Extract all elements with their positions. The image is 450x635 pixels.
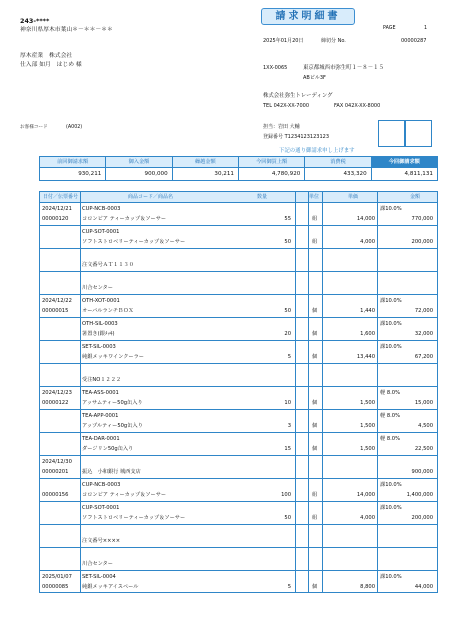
row-product-name: オーバルランチＢＯＸ — [82, 308, 134, 314]
document-title: 請求明細書 — [261, 8, 355, 25]
row-divider — [40, 271, 437, 272]
row-divider — [40, 248, 437, 249]
row-product-name: 純銀メッキアイスペール — [82, 584, 139, 590]
row-tax-rate: 課10.0% — [380, 482, 402, 488]
row-divider — [40, 570, 437, 571]
sender-building: ABビル3F — [303, 75, 326, 81]
row-slip-number: 00000122 — [42, 400, 69, 406]
header-price: 単価 — [348, 194, 359, 200]
row-product-name: 受注NO１２２２ — [82, 377, 122, 383]
row-amount: 200,000 — [411, 515, 433, 521]
customer-code-label: お客様コード — [20, 125, 48, 130]
summary-value: 930,211 — [78, 171, 102, 177]
summary-value: 4,811,131 — [404, 171, 433, 177]
row-date: 2025/01/07 — [42, 574, 72, 580]
row-unit-price: 4,000 — [360, 515, 375, 521]
row-unit: 個 — [312, 331, 318, 337]
document-number: 00000287 — [401, 38, 427, 44]
row-unit: 組 — [312, 492, 318, 498]
row-unit: 個 — [312, 400, 318, 406]
row-product-code: SET-SIL-0003 — [82, 344, 116, 350]
row-quantity: 5 — [287, 584, 291, 590]
row-product-code: CUP-SOT-0001 — [82, 505, 120, 511]
row-slip-number: 00000085 — [42, 584, 69, 590]
column-divider — [377, 192, 378, 592]
sender-postal: 1XX-0065 — [263, 65, 288, 71]
summary-previous-billing — [40, 157, 106, 180]
stamp-box-1 — [378, 120, 405, 147]
row-date: 2024/12/21 — [42, 206, 72, 212]
sender-fax: FAX 042X-XX-8000 — [334, 103, 381, 109]
row-tax-rate: 課10.0% — [380, 321, 402, 327]
customer-contact: 仕入部 如月 はじめ 様 — [20, 62, 82, 68]
invoice-page — [13, 8, 438, 628]
customer-postal: 243-**** — [20, 17, 50, 25]
page-number: 1 — [424, 26, 428, 31]
row-tax-rate: 軽 8.0% — [380, 390, 401, 396]
row-product-code: OTH-SIL-0003 — [82, 321, 118, 327]
column-divider — [80, 192, 81, 592]
row-quantity: 50 — [284, 515, 291, 521]
row-unit: 個 — [312, 584, 318, 590]
header-amount: 金額 — [410, 194, 421, 200]
row-date: 2024/12/30 — [42, 459, 72, 465]
summary-value: 30,211 — [214, 171, 234, 177]
row-slip-number: 00000156 — [42, 492, 69, 498]
header-product: 商品コード／商品名 — [128, 194, 174, 200]
row-divider — [40, 524, 437, 525]
row-product-code: CUP-NCB-0003 — [82, 482, 121, 488]
row-slip-number: 00000120 — [42, 216, 69, 222]
row-amount: 200,000 — [411, 239, 433, 245]
row-product-name: ダージリン50g缶入り — [82, 446, 134, 452]
row-divider — [40, 386, 437, 387]
row-unit-price: 14,000 — [356, 216, 375, 222]
row-unit-price: 4,000 — [360, 239, 375, 245]
summary-payment-received — [106, 157, 172, 180]
row-quantity: 5 — [287, 354, 291, 360]
column-divider — [308, 192, 309, 592]
sender-registration-number: 登録番号 T1234123123123 — [263, 134, 329, 140]
summary-header: 繰越金額 — [173, 157, 238, 168]
row-product-name: 振込 小和銀行 城西支店 — [82, 469, 141, 475]
row-product-code: CUP-NCB-0003 — [82, 206, 121, 212]
row-product-name: 純銀メッキワインクーラー — [82, 354, 144, 360]
row-unit: 個 — [312, 354, 318, 360]
summary-header: 御入金額 — [106, 157, 171, 168]
row-product-name: 注文番号ＡＴ１１３０ — [82, 262, 134, 268]
closing-label: 締切分 No. — [321, 38, 346, 44]
customer-company: 厚木産業 株式会社 — [20, 53, 73, 59]
row-date: 2024/12/22 — [42, 298, 72, 304]
row-product-name: コロンビア ティーカップ＆ソーサー — [82, 492, 167, 498]
row-tax-rate: 課10.0% — [380, 206, 402, 212]
request-notice: 下記の通り御請求申し上げます — [279, 148, 355, 154]
summary-consumption-tax — [305, 157, 371, 180]
row-unit: 個 — [312, 308, 318, 314]
row-quantity: 15 — [284, 446, 291, 452]
row-quantity: 55 — [284, 216, 291, 222]
row-unit-price: 1,500 — [360, 400, 375, 406]
row-unit: 組 — [312, 515, 318, 521]
row-quantity: 100 — [281, 492, 291, 498]
summary-value: 433,320 — [343, 171, 367, 177]
row-product-code: SET-SIL-0004 — [82, 574, 116, 580]
sender-address: 東京都城西市弥生町１－８－１５ — [303, 65, 384, 71]
row-amount: 44,000 — [414, 584, 433, 590]
row-unit-price: 1,500 — [360, 446, 375, 452]
summary-value: 900,000 — [144, 171, 168, 177]
sender-company: 株式会社弥生トレーディング — [263, 93, 333, 99]
row-divider — [40, 547, 437, 548]
summary-value: 4,780,920 — [271, 171, 301, 177]
row-unit-price: 8,800 — [360, 584, 375, 590]
sender-representative: 担当：岩田 大輔 — [263, 124, 300, 130]
row-amount: 4,500 — [418, 423, 433, 429]
row-product-name: 箸置き(銀ﾒｯｷ) — [82, 331, 115, 337]
row-unit: 個 — [312, 423, 318, 429]
column-divider — [322, 192, 323, 592]
customer-address: 神奈川県厚木市葉山＊－＊＊－＊＊ — [20, 27, 113, 33]
summary-header: 消費税 — [305, 157, 370, 168]
row-divider — [40, 363, 437, 364]
row-divider — [40, 501, 437, 502]
row-unit: 組 — [312, 239, 318, 245]
row-tax-rate: 軽 8.0% — [380, 436, 401, 442]
row-amount: 15,000 — [414, 400, 433, 406]
row-quantity: 20 — [284, 331, 291, 337]
row-amount: 1,400,000 — [406, 492, 433, 498]
row-tax-rate: 課10.0% — [380, 298, 402, 304]
row-product-name: ソフトストロベリーティーカップ＆ソーサー — [82, 515, 186, 521]
row-amount: 32,000 — [414, 331, 433, 337]
row-product-code: OTH-XOT-0001 — [82, 298, 120, 304]
row-product-name: コロンビア ティーカップ＆ソーサー — [82, 216, 167, 222]
row-unit: 個 — [312, 446, 318, 452]
summary-header: 前回御請求額 — [40, 157, 105, 168]
header-quantity: 数量 — [257, 194, 268, 200]
customer-code: (A002) — [66, 125, 83, 130]
row-product-name: 川合センター — [82, 285, 113, 291]
summary-header: 今回御請求額 — [372, 157, 437, 168]
row-unit-price: 1,440 — [360, 308, 375, 314]
row-amount: 900,000 — [411, 469, 433, 475]
row-quantity: 50 — [284, 308, 291, 314]
row-divider — [40, 432, 437, 433]
row-unit: 組 — [312, 216, 318, 222]
row-unit-price: 1,500 — [360, 423, 375, 429]
row-amount: 22,500 — [414, 446, 433, 452]
header-unit: 単位 — [309, 194, 320, 200]
row-product-code: TEA-APP-0001 — [82, 413, 119, 419]
row-product-name: 注文番号×××× — [82, 538, 121, 544]
row-tax-rate: 課10.0% — [380, 574, 402, 580]
row-divider — [40, 478, 437, 479]
row-tax-rate: 課10.0% — [380, 344, 402, 350]
row-product-name: 川合センター — [82, 561, 113, 567]
row-amount: 770,000 — [411, 216, 433, 222]
row-product-name: アッサムティー50g缶入り — [82, 400, 143, 406]
row-product-code: TEA-ASS-0001 — [82, 390, 119, 396]
row-divider — [40, 340, 437, 341]
row-product-code: TEA-DAR-0001 — [82, 436, 120, 442]
stamp-box-2 — [405, 120, 432, 147]
row-date: 2024/12/23 — [42, 390, 72, 396]
row-quantity: 10 — [284, 400, 291, 406]
row-tax-rate: 課10.0% — [380, 505, 402, 511]
row-quantity: 50 — [284, 239, 291, 245]
row-unit-price: 13,440 — [356, 354, 375, 360]
row-amount: 72,000 — [414, 308, 433, 314]
issue-date: 2025年01月20日 — [263, 38, 304, 44]
row-divider — [40, 409, 437, 410]
row-tax-rate: 軽 8.0% — [380, 413, 401, 419]
row-divider — [40, 294, 437, 295]
row-unit-price: 14,000 — [356, 492, 375, 498]
row-unit-price: 1,600 — [360, 331, 375, 337]
detail-table — [39, 191, 438, 593]
row-product-code: CUP-SOT-0001 — [82, 229, 120, 235]
row-slip-number: 00000015 — [42, 308, 69, 314]
summary-header: 今回御買上額 — [239, 157, 304, 168]
page-label: PAGE — [383, 26, 396, 31]
summary-current-purchases — [239, 157, 305, 180]
row-amount: 67,200 — [414, 354, 433, 360]
row-slip-number: 00000201 — [42, 469, 69, 475]
sender-tel: TEL 042X-XX-7000 — [263, 103, 309, 109]
row-divider — [40, 317, 437, 318]
header-date-slip: 日付／伝票番号 — [43, 194, 79, 200]
summary-carried-forward — [173, 157, 239, 180]
column-divider — [295, 192, 296, 592]
summary-table — [39, 156, 438, 181]
row-product-name: ソフトストロベリーティーカップ＆ソーサー — [82, 239, 186, 245]
row-divider — [40, 225, 437, 226]
summary-current-billing — [372, 157, 437, 180]
row-quantity: 3 — [287, 423, 291, 429]
row-divider — [40, 455, 437, 456]
row-product-name: アップルティー50g缶入り — [82, 423, 143, 429]
